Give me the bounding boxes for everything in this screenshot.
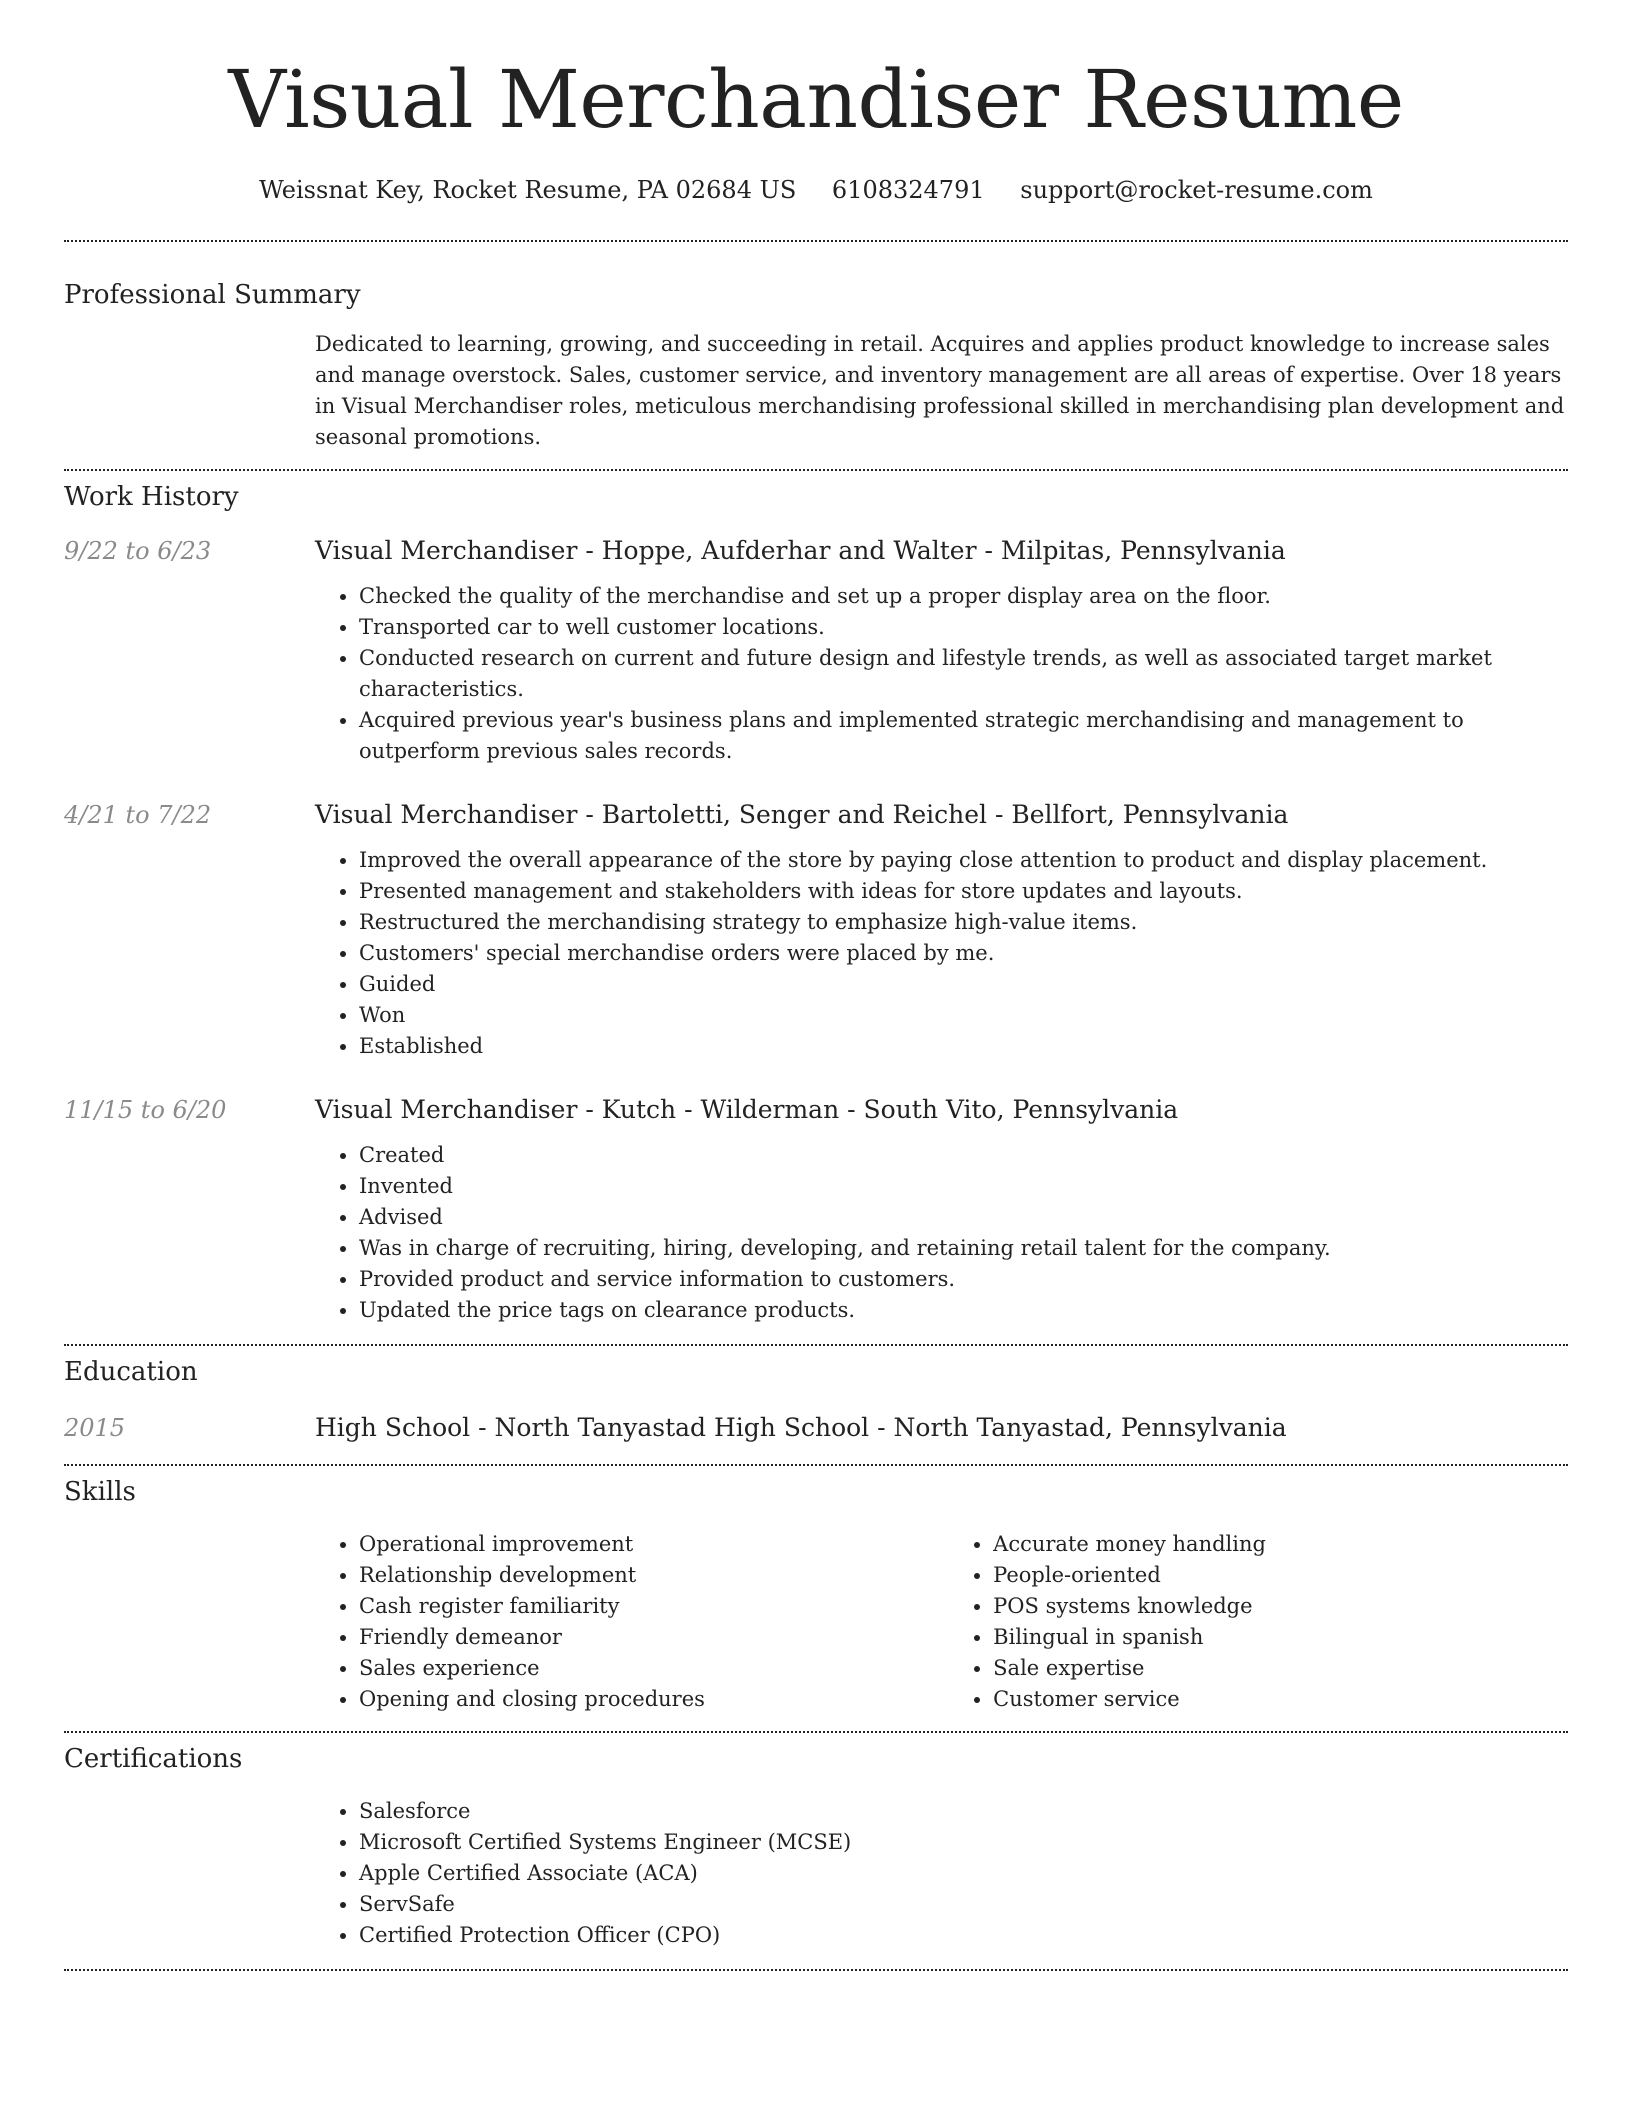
certifications-section	[64, 1742, 1568, 1951]
resume-title: Visual Merchandiser Resume	[228, 53, 1404, 146]
job-bullet: • Transported car to well customer locations.	[359, 612, 1568, 643]
job-date: 11/15 to 6/20	[64, 1096, 227, 1124]
job-title: Visual Merchandiser - Bartoletti, Senger and Reichel - Bellfort, Pennsylvania	[315, 800, 1289, 829]
education-title	[315, 1411, 1568, 1445]
skill-item: • Operational improvement	[359, 1529, 949, 1560]
skill-item: • People-oriented	[993, 1560, 1568, 1591]
job-title: Visual Merchandiser - Hoppe, Aufderhar and Walter - Milpitas, Pennsylvania	[315, 536, 1286, 565]
contact-line	[64, 174, 1568, 206]
skill-item: • Sale expertise	[993, 1653, 1568, 1684]
job-date: 4/21 to 7/22	[64, 801, 212, 829]
skill-item: • Opening and closing procedures	[359, 1684, 949, 1715]
job-bullet: • Guided	[359, 969, 1568, 1000]
job-entry	[64, 534, 1568, 767]
contact-phone: 6108324791	[831, 176, 985, 204]
certification-item: • Certified Protection Officer (CPO)	[359, 1920, 1568, 1951]
job-bullet: • Created	[359, 1140, 1568, 1171]
education-detail: - North Tanyastad High School - North Tanyastad, Pennsylvania	[470, 1413, 1287, 1442]
job-bullet: • Customers' special merchandise orders were placed by me.	[359, 938, 1568, 969]
certification-item: • Microsoft Certified Systems Engineer (MCSE)	[359, 1827, 1568, 1858]
work-history-section	[64, 480, 1568, 1326]
skill-item: • Relationship development	[359, 1560, 949, 1591]
job-bullets	[315, 1140, 1568, 1326]
job-title: Visual Merchandiser - Kutch - Wilderman - South Vito, Pennsylvania	[315, 1095, 1179, 1124]
job-date: 9/22 to 6/23	[64, 537, 212, 565]
summary-section	[64, 278, 1568, 453]
contact-address: Weissnat Key, Rocket Resume, PA 02684 US	[259, 176, 797, 204]
section-divider	[64, 1464, 1568, 1466]
education-entry	[64, 1411, 1568, 1445]
skill-item: • Friendly demeanor	[359, 1622, 949, 1653]
skills-list-left	[315, 1529, 949, 1715]
certifications-heading: Certifications	[64, 1744, 243, 1774]
section-divider	[64, 1731, 1568, 1733]
certifications-list	[315, 1796, 1568, 1951]
skill-item: • POS systems knowledge	[993, 1591, 1568, 1622]
contact-email: support@rocket-resume.com	[1020, 176, 1373, 204]
skills-section	[64, 1475, 1568, 1715]
section-divider	[64, 1344, 1568, 1346]
skill-item: • Cash register familiarity	[359, 1591, 949, 1622]
job-bullet: • Was in charge of recruiting, hiring, developing, and retaining retail talent for the company.	[359, 1233, 1568, 1264]
job-bullet: • Updated the price tags on clearance products.	[359, 1295, 1568, 1326]
job-bullet: • Won	[359, 1000, 1568, 1031]
skill-item: • Sales experience	[359, 1653, 949, 1684]
skill-item: • Accurate money handling	[993, 1529, 1568, 1560]
certification-item: • ServSafe	[359, 1889, 1568, 1920]
skills-columns	[315, 1529, 1568, 1715]
job-bullet: • Improved the overall appearance of the store by paying close attention to product and display placement.	[359, 845, 1568, 876]
job-bullet: • Conducted research on current and future design and lifestyle trends, as well as associated target market characteristics.	[359, 643, 1568, 705]
job-bullet: • Restructured the merchandising strategy to emphasize high-value items.	[359, 907, 1568, 938]
job-bullet: • Established	[359, 1031, 1568, 1062]
job-bullet: • Presented management and stakeholders with ideas for store updates and layouts.	[359, 876, 1568, 907]
section-divider	[64, 240, 1568, 242]
education-section	[64, 1355, 1568, 1445]
job-bullet: • Invented	[359, 1171, 1568, 1202]
certification-item: • Salesforce	[359, 1796, 1568, 1827]
education-date: 2015	[64, 1414, 126, 1442]
certification-item: • Apple Certified Associate (ACA)	[359, 1858, 1568, 1889]
skill-item: • Customer service	[993, 1684, 1568, 1715]
job-entry	[64, 1093, 1568, 1326]
job-bullet: • Checked the quality of the merchandise and set up a proper display area on the floor.	[359, 581, 1568, 612]
job-bullet: • Provided product and service information to customers.	[359, 1264, 1568, 1295]
section-divider	[64, 469, 1568, 471]
section-divider	[64, 1969, 1568, 1971]
job-bullet: • Acquired previous year's business plans and implemented strategic merchandising and management to outperform previous sales records.	[359, 705, 1568, 767]
summary-heading: Professional Summary	[64, 280, 361, 310]
job-bullets	[315, 845, 1568, 1062]
skills-list-right	[949, 1529, 1568, 1715]
summary-text: Dedicated to learning, growing, and succeeding in retail. Acquires and applies product knowledge to increase sales and manage overstock. Sales, customer service, and inventory management are all areas of expertise. Over 18 years in Visual Merchandiser roles, meticulous merchandising professional skilled in merchandising plan development and seasonal promotions.	[315, 332, 1565, 449]
resume-page	[64, 0, 1568, 1971]
work-history-heading: Work History	[64, 482, 239, 512]
job-bullet: • Advised	[359, 1202, 1568, 1233]
skill-item: • Bilingual in spanish	[993, 1622, 1568, 1653]
job-entry	[64, 798, 1568, 1062]
education-heading: Education	[64, 1357, 198, 1387]
job-bullets	[315, 581, 1568, 767]
education-degree: High School	[315, 1413, 471, 1442]
skills-heading: Skills	[64, 1477, 136, 1507]
